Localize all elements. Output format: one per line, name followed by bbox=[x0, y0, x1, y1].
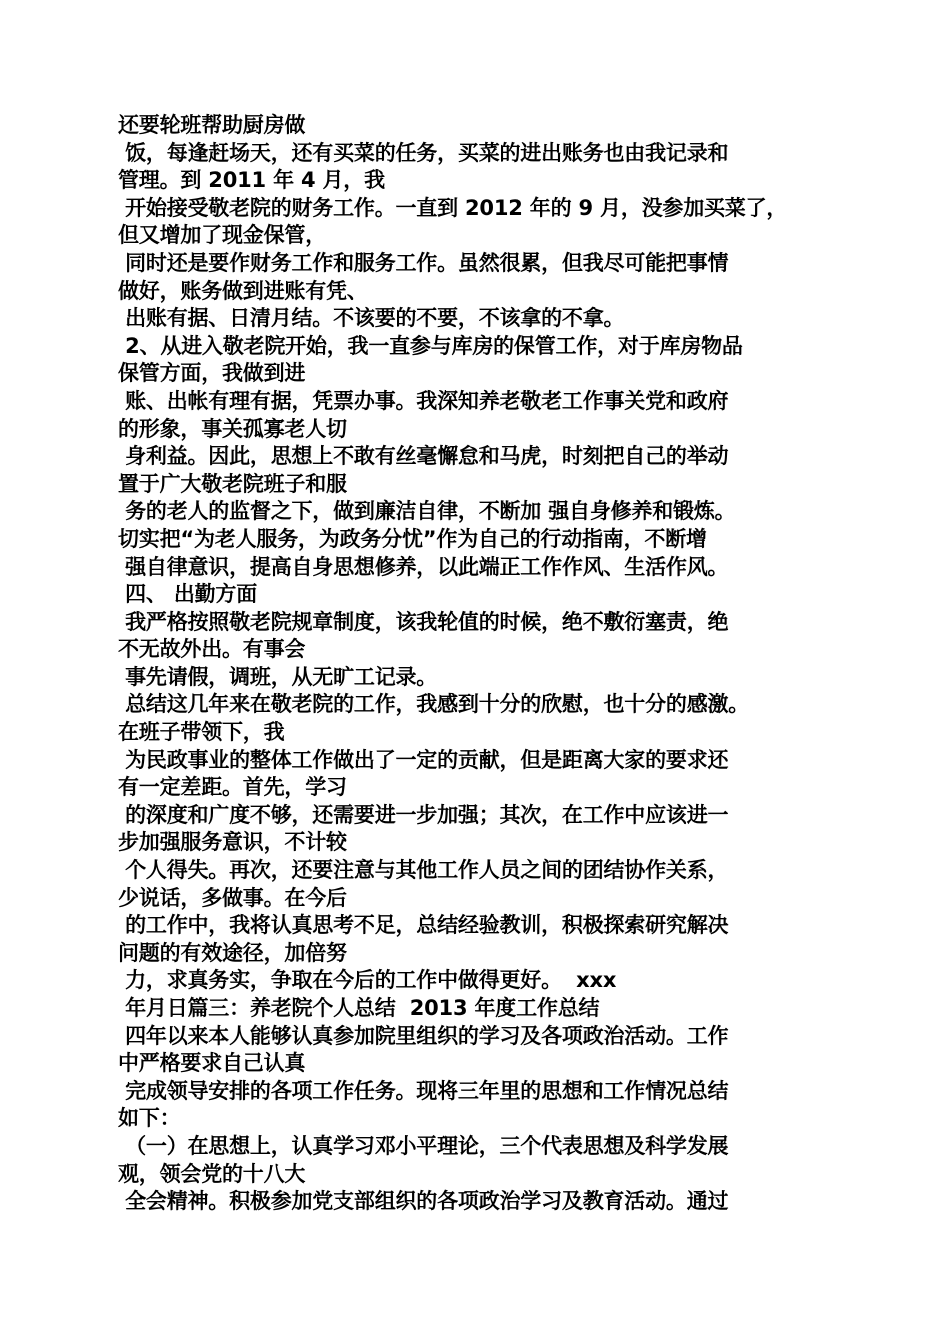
text-line: 同时还是要作财务工作和服务工作。虽然很累，但我尽可能把事情 bbox=[118, 250, 729, 275]
text-line: 身利益。因此，思想上不敢有丝毫懈怠和马虎，时刻把自己的举动 bbox=[118, 444, 729, 469]
text-line: 务的老人的监督之下，做到廉洁自律，不断加 强自身修养和锻炼。 bbox=[118, 499, 736, 524]
text-line: 个人得失。再次，还要注意与其他工作人员之间的团结协作关系， bbox=[118, 858, 729, 883]
text-line: 事先请假，调班，从无旷工记录。 bbox=[118, 664, 438, 689]
text-line: 完成领导安排的各项工作任务。现将三年里的思想和工作情况总结 bbox=[118, 1078, 729, 1103]
text-line: 保管方面，我做到进 bbox=[118, 361, 306, 386]
section-heading: 四、 出勤方面 bbox=[118, 582, 258, 607]
text-line: 全会精神。积极参加党支部组织的各项政治学习及教育活动。通过 bbox=[118, 1189, 729, 1214]
text-line: 饭，每逢赶场天，还有买菜的任务，买菜的进出账务也由我记录和 bbox=[118, 140, 729, 165]
text-line: 的形象，事关孤寡老人切 bbox=[118, 416, 347, 441]
text-line: 有一定差距。首先，学习 bbox=[118, 775, 347, 800]
text-line: 问题的有效途径，加倍努 bbox=[118, 940, 347, 965]
text-line: 的深度和广度不够，还需要进一步加强；其次，在工作中应该进一 bbox=[118, 802, 729, 827]
text-line: 出账有据、日清月结。不该要的不要，不该拿的不拿。 bbox=[118, 306, 625, 331]
text-line: 做好，账务做到进账有凭、 bbox=[118, 278, 368, 303]
text-line: 管理。到 2011 年 4 月，我 bbox=[118, 168, 385, 193]
text-line: 中严格要求自己认真 bbox=[118, 1051, 306, 1076]
text-line: （一）在思想上，认真学习邓小平理论，三个代表思想及科学发展 bbox=[118, 1133, 729, 1158]
text-line: 账、出帐有理有据，凭票办事。我深知养老敬老工作事关党和政府 bbox=[118, 388, 729, 413]
text-line: 我严格按照敬老院规章制度，该我轮值的时候，绝不敷衍塞责，绝 bbox=[118, 609, 729, 634]
text-line: 四年以来本人能够认真参加院里组织的学习及各项政治活动。工作 bbox=[118, 1023, 729, 1048]
section-heading: 年月日篇三：养老院个人总结 2013 年度工作总结 bbox=[118, 996, 600, 1020]
text-line: 步加强服务意识，不计较 bbox=[118, 830, 347, 855]
text-line: 还要轮班帮助厨房做 bbox=[118, 113, 306, 137]
text-line: 置于广大敬老院班子和服 bbox=[118, 471, 347, 496]
text-line: 少说话，多做事。在今后 bbox=[118, 885, 347, 910]
text-line: 为民政事业的整体工作做出了一定的贡献，但是距离大家的要求还 bbox=[118, 747, 729, 772]
document-body bbox=[118, 112, 830, 1216]
text-line: 观，领会党的十八大 bbox=[118, 1161, 306, 1186]
text-line: 但又增加了现金保管， bbox=[118, 223, 326, 248]
text-line: 切实把“为老人服务，为政务分忧”作为自己的行动指南，不断增 bbox=[118, 526, 707, 551]
text-line: 开始接受敬老院的财务工作。一直到 2012 年的 9 月，没参加买菜了， bbox=[118, 195, 788, 220]
text-line: 总结这几年来在敬老院的工作，我感到十分的欣慰，也十分的感激。 bbox=[118, 692, 750, 717]
text-line: 如下： bbox=[118, 1106, 181, 1131]
text-line: 的工作中，我将认真思考不足，总结经验教训，积极探索研究解决 bbox=[118, 913, 729, 938]
text-line: 在班子带领下，我 bbox=[118, 720, 285, 745]
text-line: 不无故外出。有事会 bbox=[118, 637, 306, 662]
text-line: 2、从进入敬老院开始，我一直参与库房的保管工作，对于库房物品 bbox=[118, 333, 743, 358]
text-line: 力，求真务实，争取在今后的工作中做得更好。 xxx bbox=[118, 968, 617, 993]
text-line: 强自律意识，提高自身思想修养，以此端正工作作风、生活作风。 bbox=[118, 554, 729, 579]
